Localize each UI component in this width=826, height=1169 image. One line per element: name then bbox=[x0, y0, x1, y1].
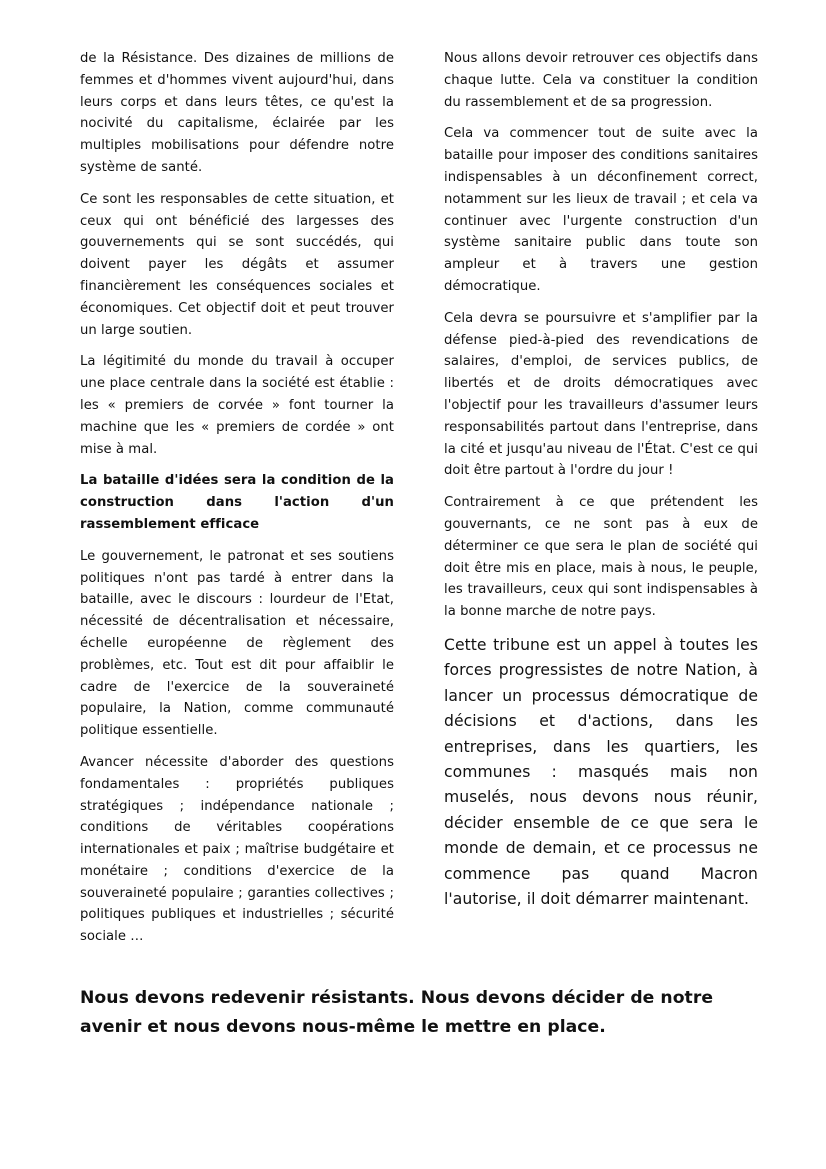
right-column bbox=[444, 48, 758, 922]
paragraph: Le gouvernement, le patronat et ses soutiens politiques n'ont pas tardé à entrer dans la bataille, avec le discours : lourdeur de l'Etat, nécessité de décentralisation et nécessaire, échelle européenne de règlement des problèmes, etc. Tout est dit pour affaiblir le cadre de l'exercice de la souveraineté populaire, la Nation, comme communauté politique essentielle. bbox=[80, 548, 394, 739]
paragraph: Cela va commencer tout de suite avec la bataille pour imposer des conditions sanitaires indispensables à un déconfinement correct, notamment sur les lieux de travail ; et cela va continuer avec l'urgente construction d'un système sanitaire public dans toute son ampleur et à travers une gestion démocratique. bbox=[444, 126, 758, 294]
left-column bbox=[80, 48, 394, 958]
closing-statement: Nous devons redevenir résistants. Nous devons décider de notre avenir et nous devons nous-même le mettre en place. bbox=[80, 988, 714, 1037]
paragraph: Contrairement à ce que prétendent les gouvernants, ce ne sont pas à eux de déterminer ce que sera le plan de société qui doit être mis en place, mais à nous, le peuple, les travailleurs, ceux qui sont indispensables à la bonne marche de notre pays. bbox=[444, 495, 758, 620]
paragraph: de la Résistance. Des dizaines de millions de femmes et d'hommes vivent aujourd'hui, dans leurs corps et dans leurs têtes, ce qu'est la nocivité du capitalisme, éclairée par les multiples mobilisations pour défendre notre système de santé. bbox=[80, 51, 394, 175]
paragraph: Avancer nécessite d'aborder des questions fondamentales : propriétés publiques stratégiques ; indépendance nationale ; conditions de véritables coopérations internationales et paix ; maîtrise budgétaire et monétaire ; conditions d'exercice de la souveraineté populaire ; garanties collectives ; politiques publiques et industrielles ; sécurité sociale … bbox=[80, 754, 394, 945]
appeal-paragraph: Cette tribune est un appel à toutes les forces progressistes de notre Nation, à lancer un processus démocratique de décisions et d'actions, dans les entreprises, dans les quartiers, les communes : masqués mais non muselés, nous devons nous réunir, décider ensemble de ce que sera le monde de demain, et ce processus ne commence pas quand Macron l'autorise, il doit démarrer maintenant. bbox=[444, 635, 758, 908]
paragraph: Ce sont les responsables de cette situation, et ceux qui ont bénéficié des largesses des gouvernements qui se sont succédés, qui doivent payer les dégâts et assumer financièrement les conséquences sociales et économiques. Cet objectif doit et peut trouver un large soutien. bbox=[80, 191, 394, 338]
paragraph: Cela devra se poursuivre et s'amplifier par la défense pied-à-pied des revendications de salaires, d'emploi, de services publics, de libertés et de droits démocratiques avec l'objectif pour les travailleurs d'assumer leurs responsabilités partout dans l'entreprise, dans la cité et jusqu'au niveau de l'État. C'est ce qui doit être partout à l'ordre du jour ! bbox=[444, 310, 758, 479]
paragraph: La légitimité du monde du travail à occuper une place centrale dans la société est établie : les « premiers de corvée » font tourner la machine que les « premiers de cordée » ont mise à mal. bbox=[80, 354, 394, 457]
section-heading: La bataille d'idées sera la condition de la construction dans l'action d'un rassemblement efficace bbox=[80, 473, 394, 532]
paragraph: Nous allons devoir retrouver ces objectifs dans chaque lutte. Cela va constituer la condition du rassemblement et de sa progression. bbox=[444, 51, 758, 110]
